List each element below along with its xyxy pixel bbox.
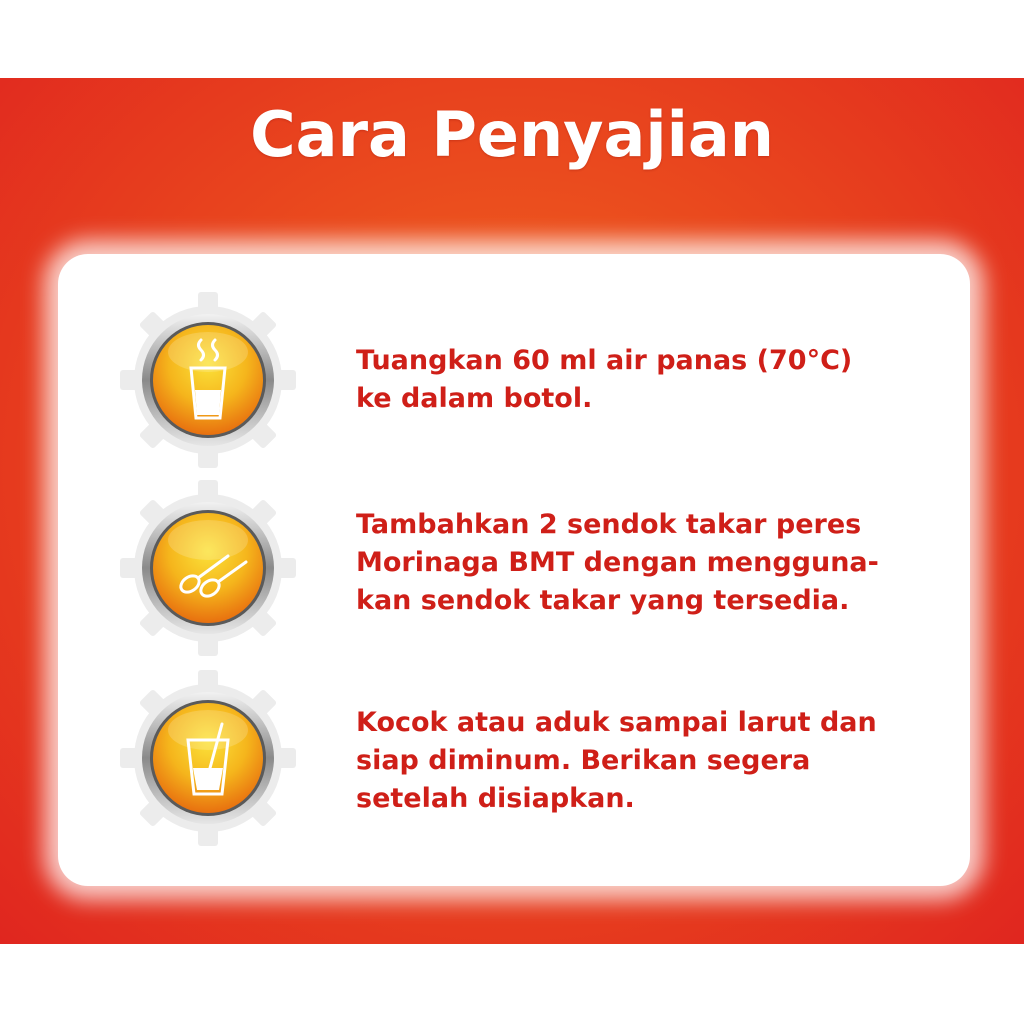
step-2	[100, 478, 960, 668]
measuring-spoons-icon	[118, 478, 298, 658]
step-1-text: Tuangkan 60 ml air panas (70°C) ke dalam botol.	[356, 345, 853, 414]
step-1	[100, 290, 960, 480]
page-title: Cara Penyajian	[250, 98, 774, 171]
stir-glass-icon	[118, 668, 298, 848]
step-2-text: Tambahkan 2 sendok takar peres Morinaga BMT dengan mengguna- kan sendok takar yang tersedia.	[356, 509, 879, 616]
hot-water-glass-icon	[118, 290, 298, 470]
step-3	[100, 668, 960, 858]
step-3-text: Kocok atau aduk sampai larut dan siap diminum. Berikan segera setelah disiapkan.	[356, 707, 877, 814]
